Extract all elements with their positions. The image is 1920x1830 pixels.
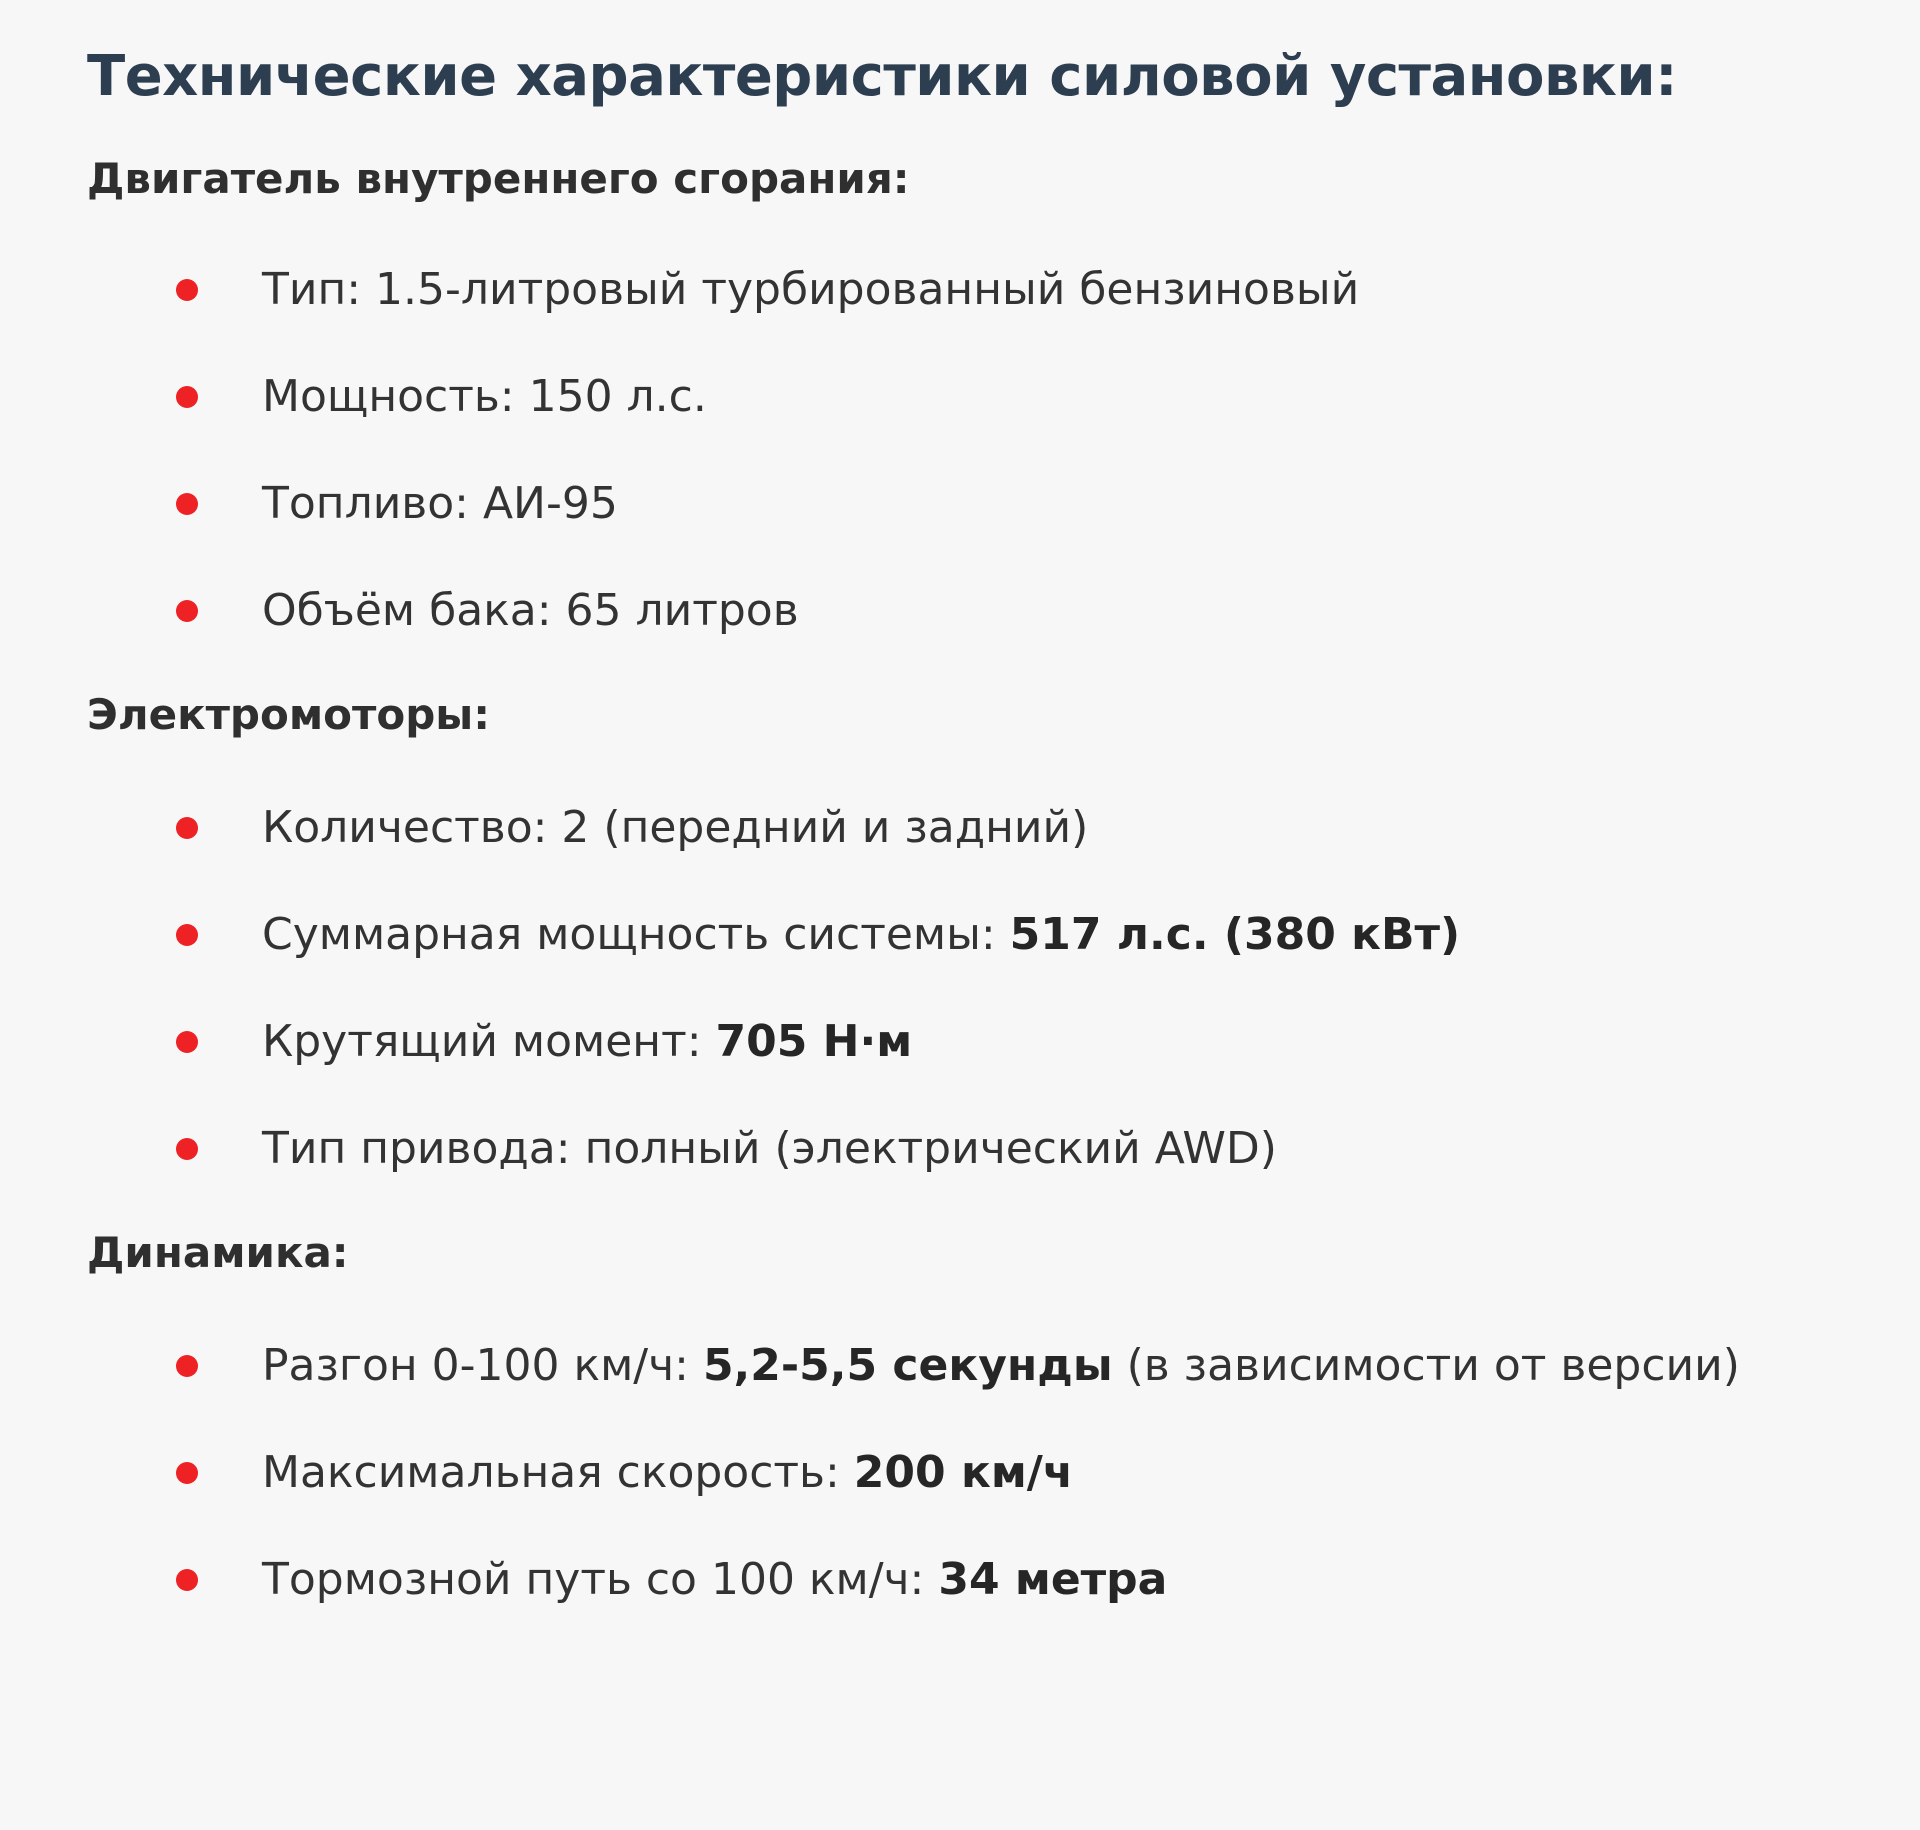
bullet-icon (176, 1355, 198, 1377)
spec-list (87, 798, 1920, 1226)
spec-list (87, 260, 1920, 688)
bullet-icon (176, 924, 198, 946)
spec-text: Максимальная скорость: (262, 1447, 854, 1498)
spec-text: Объём бака: 65 литров (262, 585, 799, 636)
section-dynamics (87, 1223, 1920, 1657)
page-title: Технические характеристики силовой установки: (87, 44, 1678, 109)
section-heading: Динамика: (87, 1228, 349, 1277)
spec-value-bold: 517 л.с. (380 кВт) (1009, 909, 1461, 960)
list-item (87, 1550, 1920, 1657)
spec-text: Тормозной путь со 100 км/ч: (262, 1554, 939, 1605)
list-item (87, 474, 1920, 581)
spec-text: Крутящий момент: (262, 1016, 716, 1067)
list-item (87, 1443, 1920, 1550)
list-item (87, 367, 1920, 474)
list-item (87, 260, 1920, 367)
bullet-icon (176, 493, 198, 515)
spec-text: Разгон 0-100 км/ч: (262, 1340, 703, 1391)
list-item (87, 581, 1920, 688)
bullet-icon (176, 1031, 198, 1053)
list-item (87, 1336, 1920, 1443)
spec-text: Мощность: 150 л.с. (262, 371, 707, 422)
spec-value-bold: 5,2-5,5 секунды (702, 1340, 1113, 1391)
bullet-icon (176, 279, 198, 301)
spec-list (87, 1336, 1920, 1657)
section-heading: Двигатель внутреннего сгорания: (87, 154, 910, 203)
spec-note: (в зависимости от версии) (1112, 1340, 1740, 1391)
spec-text: Количество: 2 (передний и задний) (262, 802, 1089, 853)
spec-text: Суммарная мощность системы: (262, 909, 1010, 960)
spec-text: Тип привода: полный (электрический AWD) (262, 1123, 1277, 1174)
list-item (87, 1119, 1920, 1226)
list-item (87, 798, 1920, 905)
spec-value-bold: 200 км/ч (853, 1447, 1074, 1498)
section-heading: Электромоторы: (87, 690, 491, 739)
bullet-icon (176, 1138, 198, 1160)
bullet-icon (176, 817, 198, 839)
spec-value-bold: 705 Н·м (715, 1016, 913, 1067)
section-electric-motors (87, 685, 1920, 1226)
section-engine (87, 149, 1920, 688)
bullet-icon (176, 600, 198, 622)
spec-text: Тип: 1.5-литровый турбированный бензиновый (262, 264, 1360, 315)
bullet-icon (176, 1569, 198, 1591)
spec-value-bold: 34 метра (938, 1554, 1168, 1605)
list-item (87, 1012, 1920, 1119)
bullet-icon (176, 386, 198, 408)
bullet-icon (176, 1462, 198, 1484)
spec-text: Топливо: АИ-95 (262, 478, 618, 529)
list-item (87, 905, 1920, 1012)
